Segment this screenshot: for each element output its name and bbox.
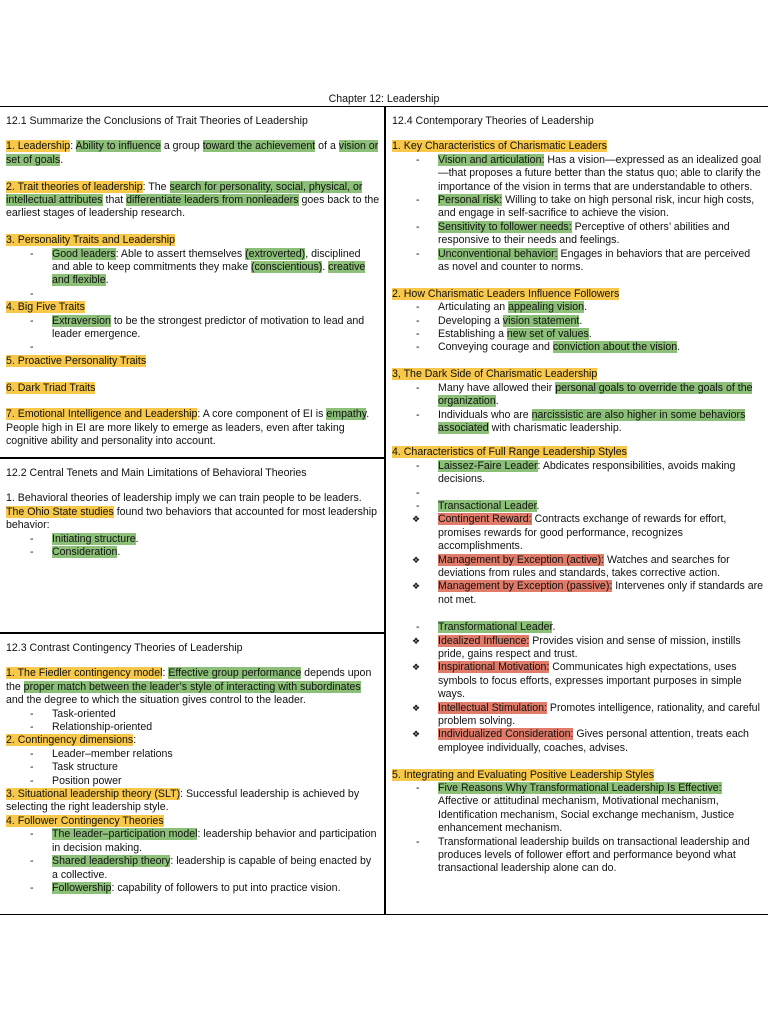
list-item: - Followership: capability of followers to put into practice vision. (6, 882, 380, 895)
charismatic-influence: 2. How Charismatic Leaders Influence Followers (392, 287, 620, 300)
list-item: - Shared leadership theory: leadership is capable of being enacted by a collective. (6, 855, 380, 882)
list-item: ❖ Contingent Reward: Contracts exchange of rewards for effort, promises rewards for good performance, recognizes accomplishments. (392, 513, 764, 553)
list-item: - Unconventional behavior: Engages in behaviors that are perceived as novel and counter to norms. (392, 248, 764, 275)
list-item: - Vision and articulation: Has a vision—expressed as an idealized goal—that proposes a future better than the status quo; able to clarify the importance of the vision in terms that are understandable to others. (392, 154, 764, 194)
dark-triad: 6. Dark Triad Traits (6, 381, 96, 394)
list-item: ❖ Intellectual Stimulation: Promotes intelligence, rationality, and careful problem solving. (392, 702, 764, 729)
list-item: ❖ Management by Exception (passive): Intervenes only if standards are not met. (392, 580, 764, 607)
personality-traits: 3. Personality Traits and Leadership (6, 234, 176, 247)
list-item: - Developing a vision statement. (392, 315, 764, 328)
list-item: - Relationship-oriented (6, 721, 380, 734)
list-item: ❖ Inspirational Motivation: Communicates high expectations, uses symbols to focus efforts, expresses important purposes in simple ways. (392, 661, 764, 701)
list-item: - Laissez-Faire Leader: Abdicates responsibilities, avoids making decisions. (392, 460, 764, 487)
trait-theories: 2. Trait theories of leadership: The search for personality, social, physical, or intellectual attributes that differentiate leaders from nonleaders goes back to the earliest stages of leadership research. (6, 180, 380, 220)
empty-list-item (6, 288, 380, 301)
proactive-personality: 5. Proactive Personality Traits (6, 354, 147, 367)
section-12-4 (386, 106, 768, 876)
list-item: ❖ Individualized Consideration: Gives personal attention, treats each employee individually, coaches, advises. (392, 728, 764, 755)
section-12-3 (0, 633, 384, 895)
list-item: - Task structure (6, 761, 380, 774)
empty-list-item (392, 487, 764, 500)
list-item: - Transformational Leader. (392, 621, 764, 634)
contingency-dimensions: 2. Contingency dimensions: (6, 734, 137, 747)
situational-leadership: 3. Situational leadership theory (SLT): Successful leadership is achieved by selecting the right leadership style. (6, 788, 360, 814)
page-title: Chapter 12: Leadership (328, 93, 440, 105)
list-item: - Consideration. (6, 546, 380, 559)
list-item: - Personal risk: Willing to take on high personal risk, incur high costs, and engage in self-sacrifice to achieve the vision. (392, 194, 764, 221)
dark-side-charismatic: 3, The Dark Side of Charismatic Leadership (392, 368, 598, 381)
list-item: - Many have allowed their personal goals to override the goals of the organization. (392, 382, 764, 409)
section-heading: 12.1 Summarize the Conclusions of Trait Theories of Leadership (6, 115, 308, 127)
list-item: - Initiating structure. (6, 533, 380, 546)
leadership-definition: 1. Leadership: Ability to influence a group toward the achievement of a vision or set of goals. (6, 140, 379, 166)
follower-contingency: 4. Follower Contingency Theories (6, 814, 164, 827)
charismatic-characteristics: 1. Key Characteristics of Charismatic Leaders (392, 140, 607, 153)
section-heading: 12.4 Contemporary Theories of Leadership (392, 115, 594, 127)
list-item: - Task-oriented (6, 708, 380, 721)
list-item: ❖ Idealized Influence: Provides vision and sense of mission, instills pride, gains respect and trust. (392, 635, 764, 662)
section-heading: 12.3 Contrast Contingency Theories of Leadership (6, 642, 243, 654)
section-12-1 (0, 106, 384, 449)
list-item: - Articulating an appealing vision. (392, 301, 764, 314)
list-item: - Extraversion to be the strongest predictor of motivation to lead and leader emergence. (6, 315, 380, 342)
list-item: - Establishing a new set of values. (392, 328, 764, 341)
list-item: - Leader–member relations (6, 748, 380, 761)
section-12-2 (0, 458, 384, 559)
list-item: - Individuals who are narcissistic are also higher in some behaviors associated with charismatic leadership. (392, 409, 764, 436)
empty-list-item (6, 341, 380, 354)
fiedler-model: 1. The Fiedler contingency model: Effective group performance depends upon the proper match between the leader’s style of interacting with subordinates and the degree to which the situation gives control to the leader. (6, 667, 372, 707)
list-item: - Position power (6, 775, 380, 788)
list-item: - The leader–participation model: leadership behavior and participation in decision making. (6, 828, 380, 855)
emotional-intelligence: 7. Emotional Intelligence and Leadership: A core component of EI is empathy. People high in EI are more likely to emerge as leaders, even after taking cognitive ability and personality into account. (6, 408, 370, 448)
section-heading: 12.2 Central Tenets and Main Limitations of Behavioral Theories (6, 467, 307, 479)
integrating-positive-styles: 5. Integrating and Evaluating Positive Leadership Styles (392, 768, 655, 781)
big-five-traits: 4. Big Five Traits (6, 301, 85, 314)
list-item: - Transformational leadership builds on transactional leadership and produces levels of follower effort and performance beyond what transactional leadership alone can do. (392, 836, 764, 876)
list-item: - Good leaders: Able to assert themselves (extroverted), disciplined and able to keep commitments they make (conscientious). creative and flexible. (6, 248, 380, 288)
list-item: - Transactional Leader. (392, 500, 764, 513)
list-item: - Five Reasons Why Transformational Leadership Is Effective: Affective or attitudinal mechanism, Motivational mechanism, Identification mechanism, Social exchange mechanism, Justice enhancement mechanism. (392, 782, 764, 836)
list-item: ❖ Management by Exception (active): Watches and searches for deviations from rules and standards, takes corrective action. (392, 554, 764, 581)
full-range-styles: 4. Characteristics of Full Range Leadership Styles (392, 446, 627, 459)
list-item: - Sensitivity to follower needs: Perceptive of others’ abilities and responsive to their needs and feelings. (392, 221, 764, 248)
behavioral-theories: 1. Behavioral theories of leadership imply we can train people to be leaders. The Ohio State studies found two behaviors that accounted for most leadership behavior: (6, 492, 378, 532)
list-item: - Conveying courage and conviction about the vision. (392, 341, 764, 354)
